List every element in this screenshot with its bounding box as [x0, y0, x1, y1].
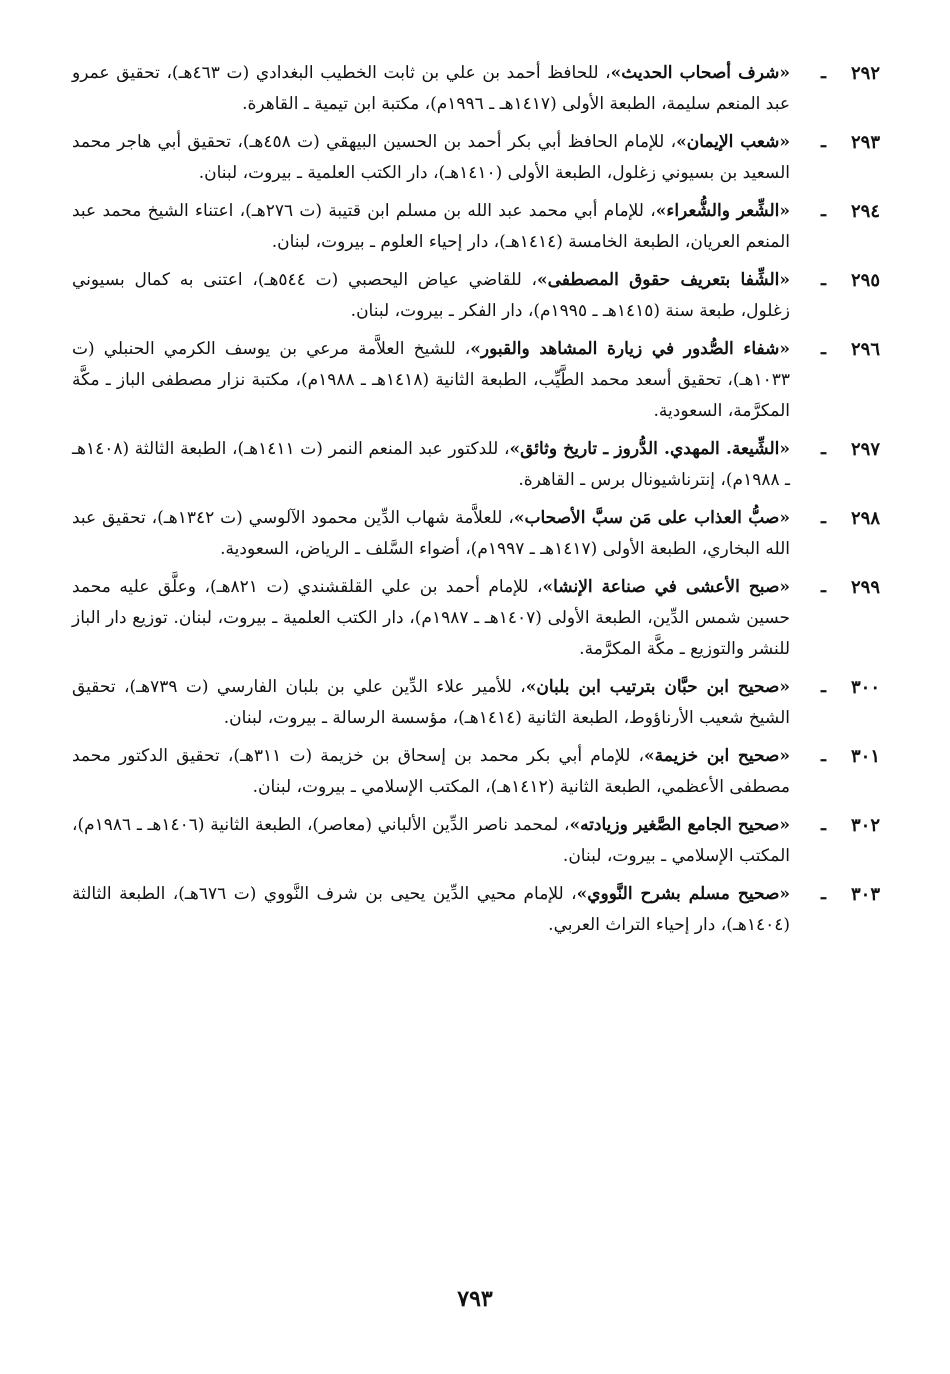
- entry-title: «الشِّفا بتعريف حقوق المصطفى»: [537, 270, 790, 290]
- bibliography-entry: [72, 58, 880, 120]
- entry-dash: ـ: [821, 884, 826, 904]
- bibliography-entry: [72, 672, 880, 734]
- entry-text: ، للإمام أحمد بن علي القلقشندي (ت ٨٢١هـ)، وعلَّق عليه محمد حسين شمس الدِّين، الطبعة الأولى (١٤٠٧هـ ـ ١٩٨٧م)، دار الكتب العلمية ـ بيروت، لبنان. توزيع دار الباز للنشر والتوزيع ـ مكَّة المكرَّمة.: [72, 577, 791, 659]
- bibliography-entry: [72, 334, 880, 427]
- entry-title: «صحيح ابن حبَّان بترتيب ابن بلبان»: [525, 677, 790, 697]
- entry-text: ، للأمير علاء الدِّين علي بن بلبان الفارسي (ت ٧٣٩هـ)، تحقيق الشيخ شعيب الأرناؤوط، الطبعة الثانية (١٤١٤هـ)، مؤسسة الرسالة ـ بيروت، لبنان.: [72, 677, 790, 728]
- entry-text: ، للإمام أبي بكر محمد بن إسحاق بن خزيمة (ت ٣١١هـ)، تحقيق الدكتور محمد مصطفى الأعظمي، الطبعة الثانية (١٤١٢هـ)، المكتب الإسلامي ـ بيروت، لبنان.: [72, 746, 790, 797]
- bibliography-entry: [72, 572, 880, 665]
- bibliography-entry: [72, 879, 880, 941]
- entry-number: ٢٩٦: [850, 339, 880, 360]
- bibliography-entry: [72, 196, 880, 258]
- entry-number: ٢٩٥: [850, 270, 880, 291]
- entry-number: ٣٠١: [850, 746, 880, 767]
- entry-dash: ـ: [821, 815, 826, 835]
- bibliography-entry: [72, 810, 880, 872]
- entry-number: ٣٠٠: [850, 677, 880, 698]
- entry-title: «شفاء الصُّدور في زيارة المشاهد والقبور»: [470, 339, 790, 359]
- entry-number: ٢٩٨: [850, 508, 880, 529]
- entry-title: «صبح الأعشى في صناعة الإنشا»: [542, 577, 791, 597]
- entry-text: ، للإمام الحافظ أبي بكر أحمد بن الحسين البيهقي (ت ٤٥٨هـ)، تحقيق أبي هاجر محمد السعيد بن بسيوني زغلول، الطبعة الأولى (١٤١٠هـ)، دار الكتب العلمية ـ بيروت، لبنان.: [72, 132, 790, 183]
- bibliography-entry: [72, 503, 880, 565]
- entry-title: «صبُّ العذاب على مَن سبَّ الأصحاب»: [513, 508, 790, 528]
- bibliography-entry: [72, 265, 880, 327]
- entry-title: «صحيح ابن خزيمة»: [644, 746, 790, 766]
- entry-text: ، للدكتور عبد المنعم النمر (ت ١٤١١هـ)، الطبعة الثالثة (١٤٠٨هـ ـ ١٩٨٨م)، إنترناشيونال برس ـ القاهرة.: [72, 439, 790, 490]
- entry-text: ، للحافظ أحمد بن علي بن ثابت الخطيب البغدادي (ت ٤٦٣هـ)، تحقيق عمرو عبد المنعم سليمة، الطبعة الأولى (١٤١٧هـ ـ ١٩٩٦م)، مكتبة ابن تيمية ـ القاهرة.: [72, 63, 790, 114]
- entry-number: ٢٩٣: [850, 132, 880, 153]
- bibliography-entry: [72, 434, 880, 496]
- entry-text: ، للإمام محيي الدِّين يحيى بن شرف النَّووي (ت ٦٧٦هـ)، الطبعة الثالثة (١٤٠٤هـ)، دار إحياء التراث العربي.: [72, 884, 790, 935]
- entry-title: «شرف أصحاب الحديث»: [610, 63, 790, 83]
- entry-number: ٣٠٢: [850, 815, 880, 836]
- entry-dash: ـ: [821, 577, 826, 597]
- bibliography-list: [72, 58, 880, 948]
- entry-text: ، للعلاَّمة شهاب الدِّين محمود الآلوسي (ت ١٣٤٢هـ)، تحقيق عبد الله البخاري، الطبعة الأولى (١٤١٧هـ ـ ١٩٩٧م)، أضواء السَّلف ـ الرياض، السعودية.: [72, 508, 790, 559]
- entry-title: «الشِّيعة. المهدي. الدُّروز ـ تاريخ وثائق»: [509, 439, 790, 459]
- entry-text: ، للشيخ العلاَّمة مرعي بن يوسف الكرمي الحنبلي (ت ١٠٣٣هـ)، تحقيق أسعد محمد الطَّيِّب، الطبعة الثانية (١٤١٨هـ ـ ١٩٨٨م)، مكتبة نزار مصطفى الباز ـ مكَّة المكرَّمة، السعودية.: [72, 339, 791, 421]
- entry-dash: ـ: [821, 508, 826, 528]
- entry-dash: ـ: [821, 677, 826, 697]
- entry-number: ٢٩٤: [850, 201, 880, 222]
- entry-dash: ـ: [821, 439, 826, 459]
- entry-dash: ـ: [821, 339, 826, 359]
- entry-dash: ـ: [821, 132, 826, 152]
- entry-dash: ـ: [821, 63, 826, 83]
- bibliography-entry: [72, 741, 880, 803]
- entry-number: ٣٠٣: [850, 884, 880, 905]
- entry-title: «شعب الإيمان»: [676, 132, 790, 152]
- page-number: ٧٩٣: [457, 1286, 493, 1312]
- entry-title: «صحيح الجامع الصَّغير وزيادته»: [569, 815, 790, 835]
- entry-title: «الشِّعر والشُّعراء»: [655, 201, 790, 221]
- entry-text: ، لمحمد ناصر الدِّين الألباني (معاصر)، الطبعة الثانية (١٤٠٦هـ ـ ١٩٨٦م)، المكتب الإسلامي ـ بيروت، لبنان.: [72, 815, 790, 866]
- entry-dash: ـ: [821, 201, 826, 221]
- entry-title: «صحيح مسلم بشرح النَّووي»: [576, 884, 790, 904]
- entry-number: ٢٩٩: [850, 577, 880, 598]
- entry-number: ٢٩٢: [850, 63, 880, 84]
- entry-text: ، للإمام أبي محمد عبد الله بن مسلم ابن قتيبة (ت ٢٧٦هـ)، اعتناء الشيخ محمد عبد المنعم العريان، الطبعة الخامسة (١٤١٤هـ)، دار إحياء العلوم ـ بيروت، لبنان.: [72, 201, 790, 252]
- entry-number: ٢٩٧: [850, 439, 880, 460]
- entry-dash: ـ: [821, 746, 826, 766]
- entry-text: ، للقاضي عياض اليحصبي (ت ٥٤٤هـ)، اعتنى به كمال بسيوني زغلول، طبعة سنة (١٤١٥هـ ـ ١٩٩٥م)، دار الفكر ـ بيروت، لبنان.: [72, 270, 790, 321]
- bibliography-entry: [72, 127, 880, 189]
- entry-dash: ـ: [821, 270, 826, 290]
